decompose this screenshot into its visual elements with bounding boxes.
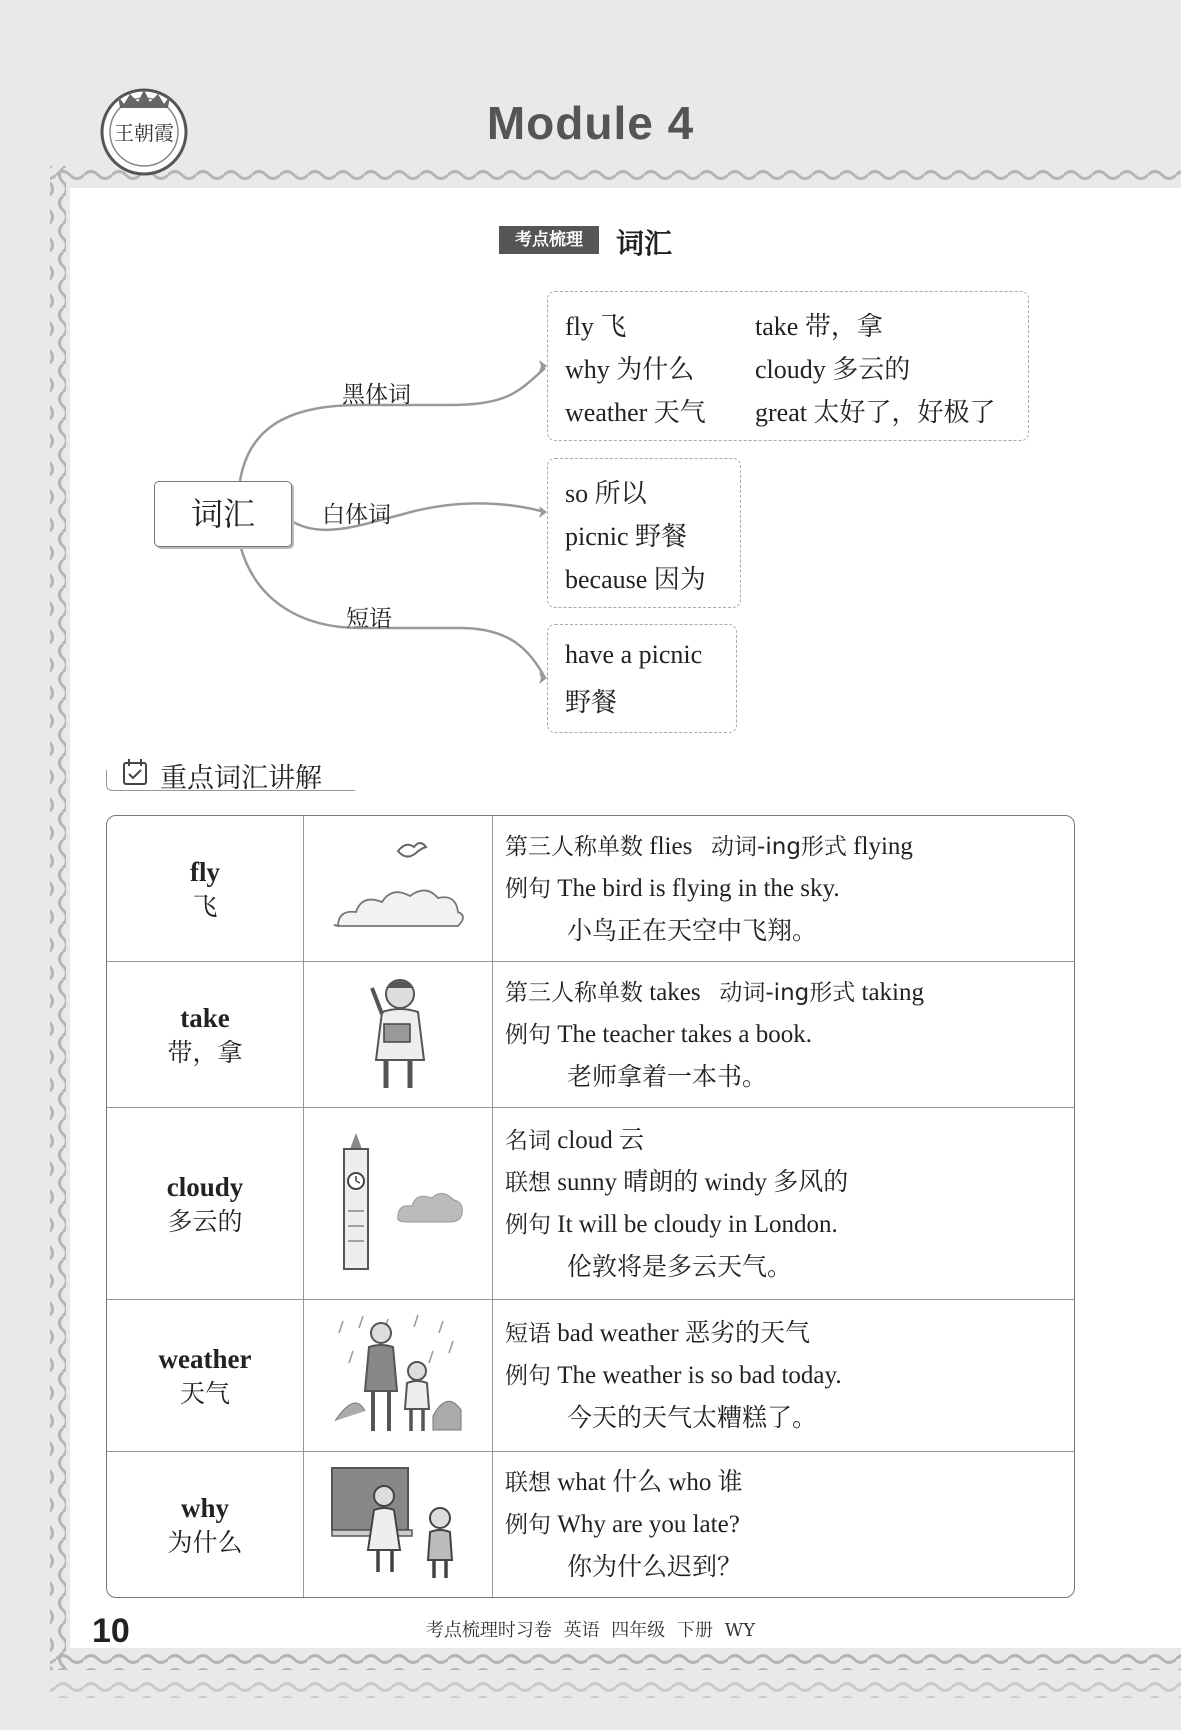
- word-item: cloudy 多云的: [755, 355, 911, 385]
- word-cn: 飞: [192, 891, 218, 921]
- word-item: because 因为: [565, 565, 706, 595]
- info-cell: 第三人称单数 flies 动词-ing形式 flying 例句 The bird is flying in the sky. 小鸟正在天空中飞翔。: [493, 816, 1074, 962]
- word-cn: 多云的: [167, 1206, 243, 1236]
- page-title: Module 4: [486, 97, 695, 149]
- phrase-cn: 野餐: [565, 688, 618, 718]
- section-badge: 考点梳理: [499, 226, 599, 254]
- mindmap-root: 词汇: [154, 481, 292, 547]
- word-en: weather: [158, 1343, 252, 1374]
- word-cell: [107, 1452, 304, 1597]
- table-row: [107, 1300, 1074, 1452]
- word-cn: 带，拿: [167, 1037, 243, 1067]
- word-item: great 太好了，好极了: [755, 398, 996, 428]
- word-en: cloudy: [166, 1171, 244, 1202]
- word-item: picnic 野餐: [565, 522, 688, 552]
- word-cell: [107, 1300, 304, 1452]
- page-number: 10: [92, 1612, 130, 1650]
- table-row: [107, 1108, 1074, 1300]
- big-ben-and-cloud-picture: [328, 1131, 468, 1271]
- info-cell: 联想 what 什么 who 谁 例句 Why are you late? 你为什么迟到？: [505, 1468, 743, 1581]
- word-cell: [107, 1108, 304, 1300]
- footer-text: 考点梳理时习卷 英语 四年级 下册 WY: [425, 1620, 756, 1641]
- picture-cell: [304, 1108, 493, 1300]
- picture-cell: [304, 816, 493, 962]
- info-cell: 短语 bad weather 恶劣的天气 例句 The weather is so bad today. 今天的天气太糟糕了。: [493, 1300, 1074, 1452]
- word-item: so 所以: [565, 479, 647, 509]
- picture-cell: [304, 1452, 493, 1597]
- logo-text: 王朝霞: [114, 121, 174, 145]
- table-row: [107, 1452, 1074, 1597]
- rainy-weather-picture: [333, 1311, 463, 1436]
- calendar-check-icon: [122, 758, 148, 786]
- late-student-picture: [328, 1462, 468, 1582]
- word-item: take 带，拿: [755, 312, 883, 342]
- word-cell: [107, 962, 304, 1108]
- word-en: why: [180, 1492, 229, 1523]
- word-item: fly 飞: [565, 312, 627, 342]
- info-cell: 名词 cloud 云 联想 sunny 晴朗的 windy 多风的 例句 It will be cloudy in London. 伦敦将是多云天气。: [493, 1108, 1074, 1300]
- word-en: take: [180, 1002, 230, 1033]
- word-en: fly: [190, 856, 220, 887]
- table-row: [107, 962, 1074, 1108]
- table-row: [107, 816, 1074, 962]
- key-vocab-title: 重点词汇讲解: [160, 763, 322, 794]
- branch-label-regular-words: 白体词: [322, 502, 391, 528]
- word-item: weather 天气: [565, 398, 706, 428]
- teacher-with-book-picture: [338, 972, 458, 1092]
- section-title: 词汇: [616, 227, 673, 260]
- word-cn: 天气: [179, 1378, 230, 1408]
- picture-cell: [304, 1300, 493, 1452]
- word-cn: 为什么: [167, 1527, 243, 1557]
- info-cell: 第三人称单数 takes 动词-ing形式 taking 例句 The teacher takes a book. 老师拿着一本书。: [493, 962, 1074, 1108]
- bird-over-clouds-picture: [328, 831, 468, 941]
- picture-cell: [304, 962, 493, 1108]
- branch-label-phrases: 短语: [346, 606, 392, 632]
- branch-label-bold-words: 黑体词: [342, 382, 411, 408]
- word-cell: [107, 816, 304, 962]
- vocab-table: [106, 815, 1075, 1598]
- word-item: why 为什么: [565, 355, 695, 385]
- phrase-en: have a picnic: [565, 640, 703, 669]
